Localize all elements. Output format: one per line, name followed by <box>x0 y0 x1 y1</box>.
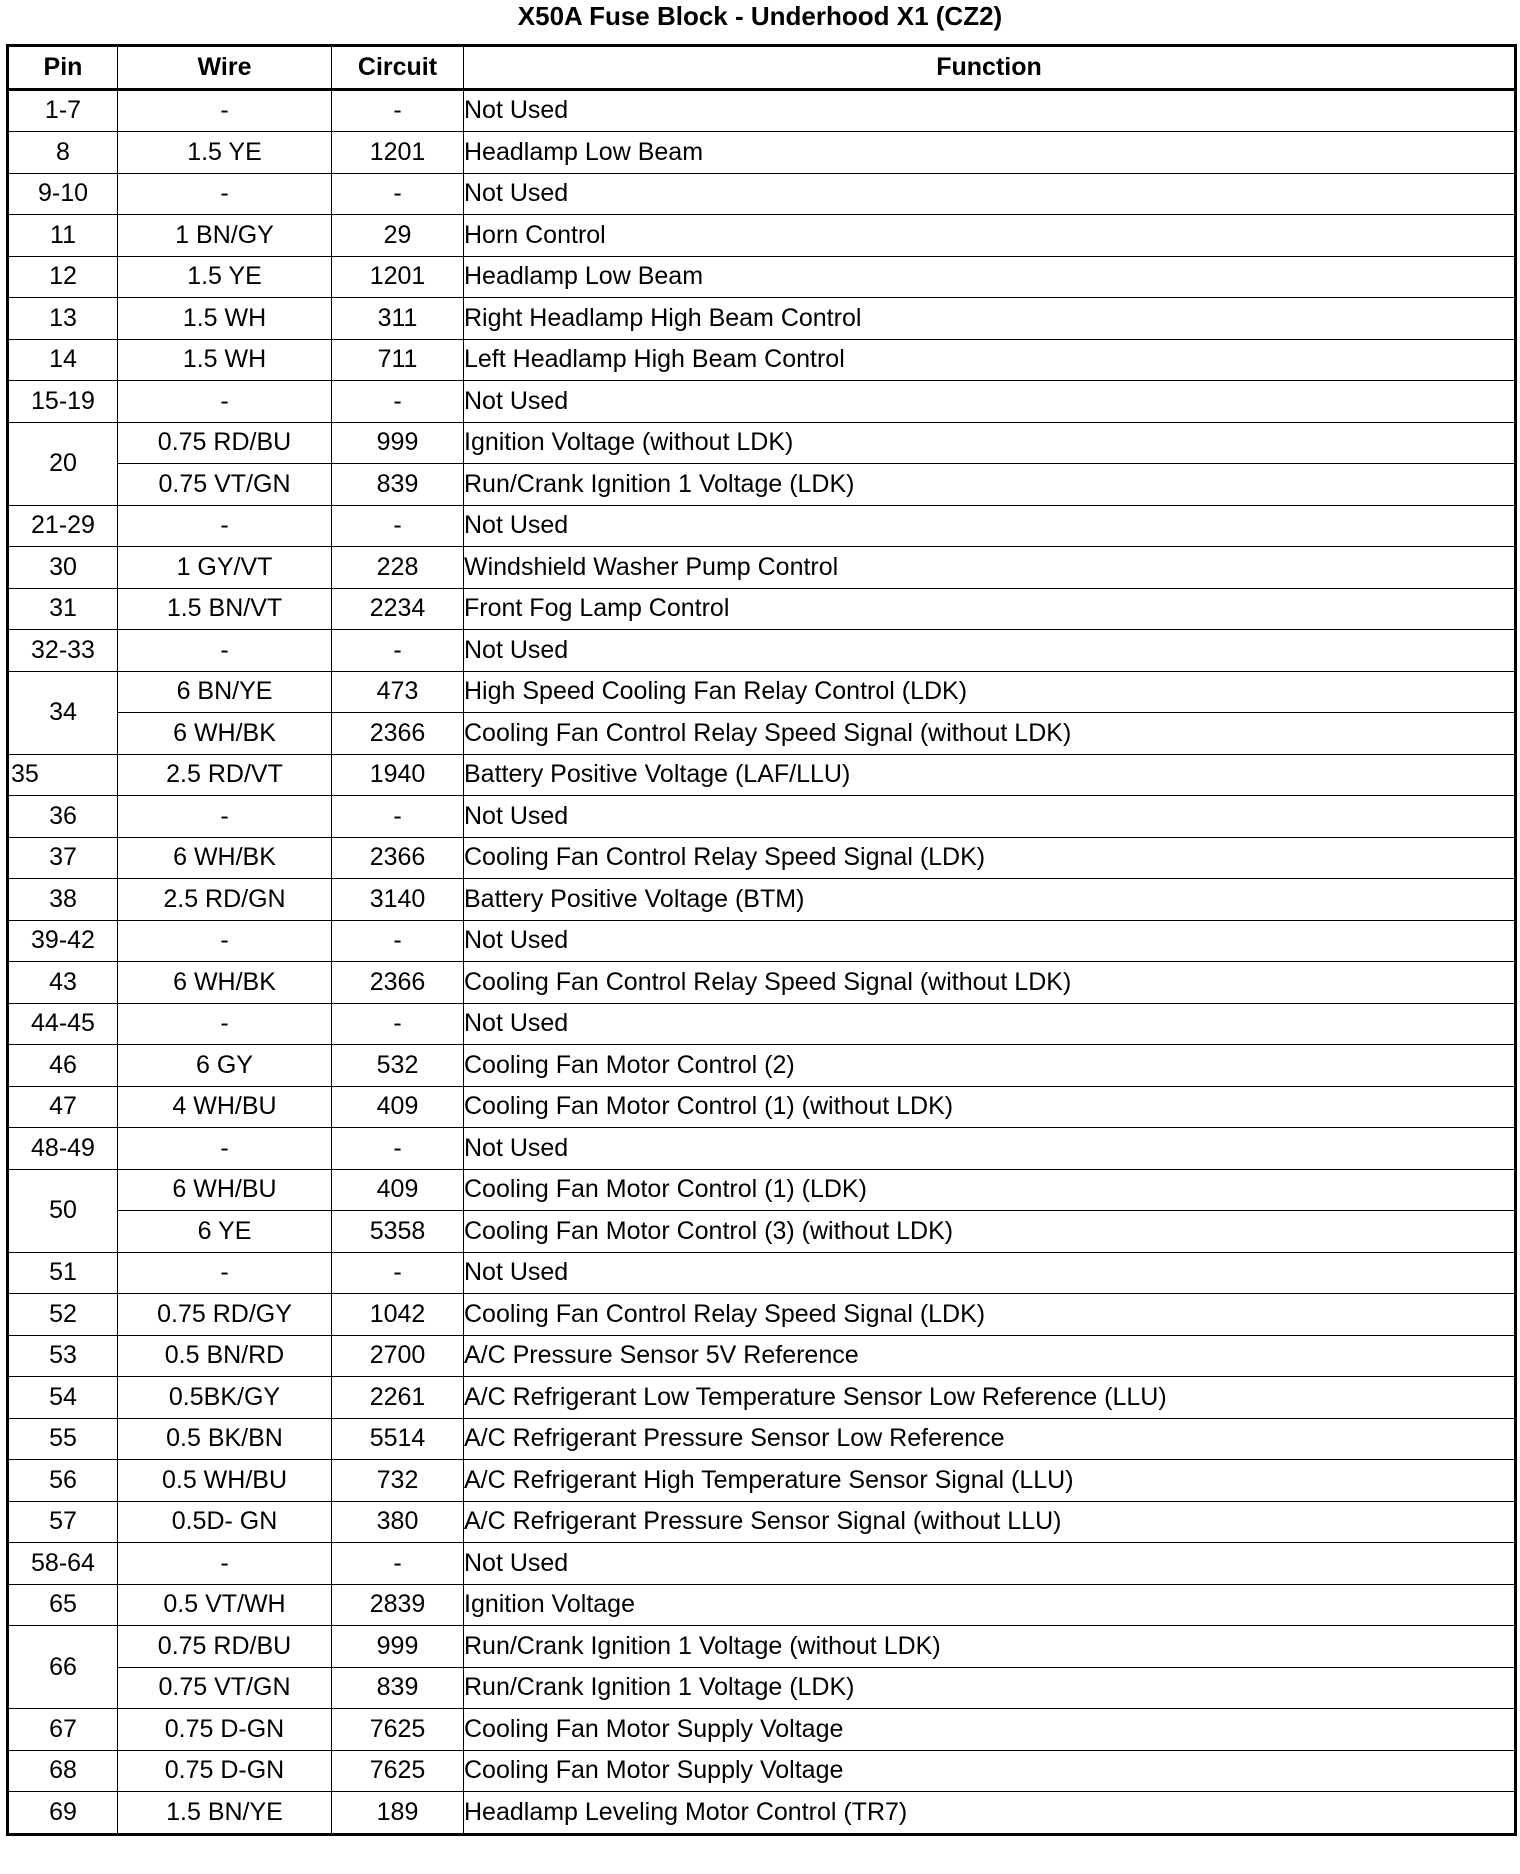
table-row <box>8 1667 1516 1709</box>
function-cell: Windshield Washer Pump Control <box>464 547 1516 589</box>
circuit-cell: 189 <box>332 1792 464 1835</box>
circuit-cell: - <box>332 1128 464 1170</box>
circuit-cell: 732 <box>332 1460 464 1502</box>
pin-cell: 43 <box>8 962 118 1004</box>
wire-cell: 0.75 RD/BU <box>118 422 332 464</box>
circuit-cell: 839 <box>332 464 464 506</box>
pin-cell: 56 <box>8 1460 118 1502</box>
function-cell: Run/Crank Ignition 1 Voltage (LDK) <box>464 1667 1516 1709</box>
pin-cell: 31 <box>8 588 118 630</box>
wire-cell: 6 GY <box>118 1045 332 1087</box>
function-cell: Ignition Voltage (without LDK) <box>464 422 1516 464</box>
wire-cell: - <box>118 1252 332 1294</box>
circuit-cell: - <box>332 630 464 672</box>
wire-cell: 6 WH/BK <box>118 962 332 1004</box>
table-row <box>8 1252 1516 1294</box>
pin-cell: 34 <box>8 671 118 754</box>
table-row <box>8 713 1516 755</box>
circuit-cell: 2261 <box>332 1377 464 1419</box>
table-row <box>8 505 1516 547</box>
table-row <box>8 754 1516 796</box>
function-cell: A/C Pressure Sensor 5V Reference <box>464 1335 1516 1377</box>
circuit-cell: - <box>332 1252 464 1294</box>
function-cell: Front Fog Lamp Control <box>464 588 1516 630</box>
table-row <box>8 1501 1516 1543</box>
wire-cell: 1.5 BN/YE <box>118 1792 332 1835</box>
pin-cell: 1-7 <box>8 89 118 132</box>
function-cell: Left Headlamp High Beam Control <box>464 339 1516 381</box>
pin-cell: 37 <box>8 837 118 879</box>
pin-cell: 32-33 <box>8 630 118 672</box>
wire-cell: 1.5 BN/VT <box>118 588 332 630</box>
pin-cell: 21-29 <box>8 505 118 547</box>
circuit-cell: 2366 <box>332 962 464 1004</box>
circuit-cell: - <box>332 796 464 838</box>
circuit-cell: 3140 <box>332 879 464 921</box>
wire-cell: 4 WH/BU <box>118 1086 332 1128</box>
wire-cell: 1.5 YE <box>118 132 332 174</box>
wire-cell: - <box>118 920 332 962</box>
wire-cell: 0.5 BN/RD <box>118 1335 332 1377</box>
pin-cell: 47 <box>8 1086 118 1128</box>
table-row <box>8 256 1516 298</box>
wire-cell: 0.5BK/GY <box>118 1377 332 1419</box>
table-row <box>8 1128 1516 1170</box>
function-cell: Ignition Voltage <box>464 1584 1516 1626</box>
table-row <box>8 671 1516 713</box>
header-function: Function <box>464 46 1516 90</box>
function-cell: Not Used <box>464 1003 1516 1045</box>
function-cell: Not Used <box>464 1128 1516 1170</box>
pin-cell: 12 <box>8 256 118 298</box>
wire-cell: - <box>118 1003 332 1045</box>
table-row <box>8 173 1516 215</box>
table-row <box>8 1792 1516 1835</box>
header-pin: Pin <box>8 46 118 90</box>
circuit-cell: 473 <box>332 671 464 713</box>
function-cell: Cooling Fan Motor Control (3) (without LDK) <box>464 1211 1516 1253</box>
table-row <box>8 1335 1516 1377</box>
wire-cell: 0.75 RD/GY <box>118 1294 332 1336</box>
function-cell: Not Used <box>464 630 1516 672</box>
wire-cell: 0.75 RD/BU <box>118 1626 332 1668</box>
circuit-cell: - <box>332 381 464 423</box>
table-row <box>8 547 1516 589</box>
circuit-cell: 2366 <box>332 713 464 755</box>
circuit-cell: 2700 <box>332 1335 464 1377</box>
function-cell: Cooling Fan Motor Supply Voltage <box>464 1750 1516 1792</box>
function-cell: Right Headlamp High Beam Control <box>464 298 1516 340</box>
table-row <box>8 1211 1516 1253</box>
pin-cell: 57 <box>8 1501 118 1543</box>
function-cell: Not Used <box>464 796 1516 838</box>
pin-cell: 51 <box>8 1252 118 1294</box>
table-row <box>8 796 1516 838</box>
circuit-cell: 2839 <box>332 1584 464 1626</box>
function-cell: A/C Refrigerant Pressure Sensor Signal (without LLU) <box>464 1501 1516 1543</box>
pin-cell: 54 <box>8 1377 118 1419</box>
circuit-cell: 7625 <box>332 1750 464 1792</box>
pin-cell: 67 <box>8 1709 118 1751</box>
function-cell: Cooling Fan Control Relay Speed Signal (LDK) <box>464 837 1516 879</box>
function-cell: High Speed Cooling Fan Relay Control (LDK) <box>464 671 1516 713</box>
pin-cell: 36 <box>8 796 118 838</box>
table-row <box>8 1169 1516 1211</box>
circuit-cell: 999 <box>332 422 464 464</box>
wire-cell: 1.5 WH <box>118 298 332 340</box>
wire-cell: 0.5 BK/BN <box>118 1418 332 1460</box>
circuit-cell: - <box>332 89 464 132</box>
table-row <box>8 1377 1516 1419</box>
pin-cell: 44-45 <box>8 1003 118 1045</box>
circuit-cell: 1042 <box>332 1294 464 1336</box>
pin-cell: 48-49 <box>8 1128 118 1170</box>
pin-cell: 69 <box>8 1792 118 1835</box>
pin-cell: 20 <box>8 422 118 505</box>
circuit-cell: - <box>332 1543 464 1585</box>
function-cell: Not Used <box>464 89 1516 132</box>
function-cell: Not Used <box>464 505 1516 547</box>
pin-cell: 35 <box>8 754 118 796</box>
circuit-cell: 5514 <box>332 1418 464 1460</box>
pin-cell: 11 <box>8 215 118 257</box>
function-cell: Run/Crank Ignition 1 Voltage (LDK) <box>464 464 1516 506</box>
wire-cell: 6 YE <box>118 1211 332 1253</box>
wire-cell: - <box>118 173 332 215</box>
wire-cell: 1 GY/VT <box>118 547 332 589</box>
wire-cell: 2.5 RD/VT <box>118 754 332 796</box>
function-cell: Not Used <box>464 920 1516 962</box>
circuit-cell: 228 <box>332 547 464 589</box>
wire-cell: 6 BN/YE <box>118 671 332 713</box>
pin-cell: 55 <box>8 1418 118 1460</box>
pin-cell: 46 <box>8 1045 118 1087</box>
circuit-cell: - <box>332 173 464 215</box>
function-cell: Battery Positive Voltage (BTM) <box>464 879 1516 921</box>
circuit-cell: 2366 <box>332 837 464 879</box>
pin-cell: 53 <box>8 1335 118 1377</box>
function-cell: Cooling Fan Control Relay Speed Signal (LDK) <box>464 1294 1516 1336</box>
table-row <box>8 1750 1516 1792</box>
header-wire: Wire <box>118 46 332 90</box>
table-row <box>8 298 1516 340</box>
table-row <box>8 422 1516 464</box>
table-row <box>8 962 1516 1004</box>
pin-cell: 52 <box>8 1294 118 1336</box>
function-cell: Not Used <box>464 1543 1516 1585</box>
table-row <box>8 1709 1516 1751</box>
table-row <box>8 464 1516 506</box>
table-row <box>8 132 1516 174</box>
function-cell: Not Used <box>464 173 1516 215</box>
circuit-cell: - <box>332 920 464 962</box>
function-cell: Battery Positive Voltage (LAF/LLU) <box>464 754 1516 796</box>
circuit-cell: 409 <box>332 1169 464 1211</box>
wire-cell: 0.75 VT/GN <box>118 1667 332 1709</box>
function-cell: Headlamp Leveling Motor Control (TR7) <box>464 1792 1516 1835</box>
table-row <box>8 1418 1516 1460</box>
table-row <box>8 1045 1516 1087</box>
wire-cell: 6 WH/BU <box>118 1169 332 1211</box>
pin-cell: 8 <box>8 132 118 174</box>
table-row <box>8 630 1516 672</box>
pin-cell: 58-64 <box>8 1543 118 1585</box>
function-cell: Cooling Fan Motor Control (1) (without LDK) <box>464 1086 1516 1128</box>
table-row <box>8 1086 1516 1128</box>
pin-cell: 30 <box>8 547 118 589</box>
header-row <box>8 46 1516 90</box>
function-cell: Headlamp Low Beam <box>464 256 1516 298</box>
wire-cell: 1.5 WH <box>118 339 332 381</box>
function-cell: Not Used <box>464 381 1516 423</box>
pin-cell: 38 <box>8 879 118 921</box>
wire-cell: 6 WH/BK <box>118 837 332 879</box>
wire-cell: - <box>118 630 332 672</box>
wire-cell: 6 WH/BK <box>118 713 332 755</box>
wire-cell: - <box>118 796 332 838</box>
wire-cell: - <box>118 1543 332 1585</box>
function-cell: A/C Refrigerant Low Temperature Sensor Low Reference (LLU) <box>464 1377 1516 1419</box>
wire-cell: 2.5 RD/GN <box>118 879 332 921</box>
table-row <box>8 215 1516 257</box>
pinout-table <box>6 44 1517 1836</box>
wire-cell: 0.75 D-GN <box>118 1709 332 1751</box>
pin-cell: 39-42 <box>8 920 118 962</box>
function-cell: Cooling Fan Control Relay Speed Signal (without LDK) <box>464 962 1516 1004</box>
table-row <box>8 339 1516 381</box>
pin-cell: 50 <box>8 1169 118 1252</box>
wire-cell: - <box>118 505 332 547</box>
pin-cell: 9-10 <box>8 173 118 215</box>
table-row <box>8 1543 1516 1585</box>
pin-cell: 66 <box>8 1626 118 1709</box>
function-cell: Not Used <box>464 1252 1516 1294</box>
function-cell: Run/Crank Ignition 1 Voltage (without LDK) <box>464 1626 1516 1668</box>
circuit-cell: 711 <box>332 339 464 381</box>
circuit-cell: 532 <box>332 1045 464 1087</box>
table-row <box>8 1584 1516 1626</box>
table-row <box>8 381 1516 423</box>
pin-cell: 68 <box>8 1750 118 1792</box>
wire-cell: 0.5D- GN <box>118 1501 332 1543</box>
table-row <box>8 837 1516 879</box>
table-row <box>8 1460 1516 1502</box>
wire-cell: - <box>118 89 332 132</box>
table-body <box>8 89 1516 1834</box>
circuit-cell: 2234 <box>332 588 464 630</box>
circuit-cell: - <box>332 505 464 547</box>
wire-cell: 0.5 VT/WH <box>118 1584 332 1626</box>
wire-cell: - <box>118 381 332 423</box>
pin-cell: 14 <box>8 339 118 381</box>
circuit-cell: 1201 <box>332 132 464 174</box>
circuit-cell: 311 <box>332 298 464 340</box>
circuit-cell: 999 <box>332 1626 464 1668</box>
table-row <box>8 1626 1516 1668</box>
function-cell: A/C Refrigerant Pressure Sensor Low Reference <box>464 1418 1516 1460</box>
circuit-cell: 1201 <box>332 256 464 298</box>
function-cell: Cooling Fan Control Relay Speed Signal (without LDK) <box>464 713 1516 755</box>
table-row <box>8 1003 1516 1045</box>
pin-cell: 13 <box>8 298 118 340</box>
table-row <box>8 920 1516 962</box>
circuit-cell: 1940 <box>332 754 464 796</box>
wire-cell: 1.5 YE <box>118 256 332 298</box>
wire-cell: - <box>118 1128 332 1170</box>
wire-cell: 0.5 WH/BU <box>118 1460 332 1502</box>
function-cell: A/C Refrigerant High Temperature Sensor Signal (LLU) <box>464 1460 1516 1502</box>
pin-cell: 65 <box>8 1584 118 1626</box>
circuit-cell: 7625 <box>332 1709 464 1751</box>
circuit-cell: 839 <box>332 1667 464 1709</box>
circuit-cell: 380 <box>332 1501 464 1543</box>
circuit-cell: 29 <box>332 215 464 257</box>
function-cell: Cooling Fan Motor Control (1) (LDK) <box>464 1169 1516 1211</box>
function-cell: Headlamp Low Beam <box>464 132 1516 174</box>
table-header <box>8 46 1516 90</box>
header-circuit: Circuit <box>332 46 464 90</box>
pin-cell: 15-19 <box>8 381 118 423</box>
function-cell: Cooling Fan Motor Supply Voltage <box>464 1709 1516 1751</box>
function-cell: Horn Control <box>464 215 1516 257</box>
page-title: X50A Fuse Block - Underhood X1 (CZ2) <box>517 1 1003 31</box>
circuit-cell: - <box>332 1003 464 1045</box>
table-row <box>8 89 1516 132</box>
table-row <box>8 879 1516 921</box>
wire-cell: 0.75 VT/GN <box>118 464 332 506</box>
table-row <box>8 1294 1516 1336</box>
wire-cell: 0.75 D-GN <box>118 1750 332 1792</box>
wire-cell: 1 BN/GY <box>118 215 332 257</box>
function-cell: Cooling Fan Motor Control (2) <box>464 1045 1516 1087</box>
circuit-cell: 5358 <box>332 1211 464 1253</box>
circuit-cell: 409 <box>332 1086 464 1128</box>
table-row <box>8 588 1516 630</box>
